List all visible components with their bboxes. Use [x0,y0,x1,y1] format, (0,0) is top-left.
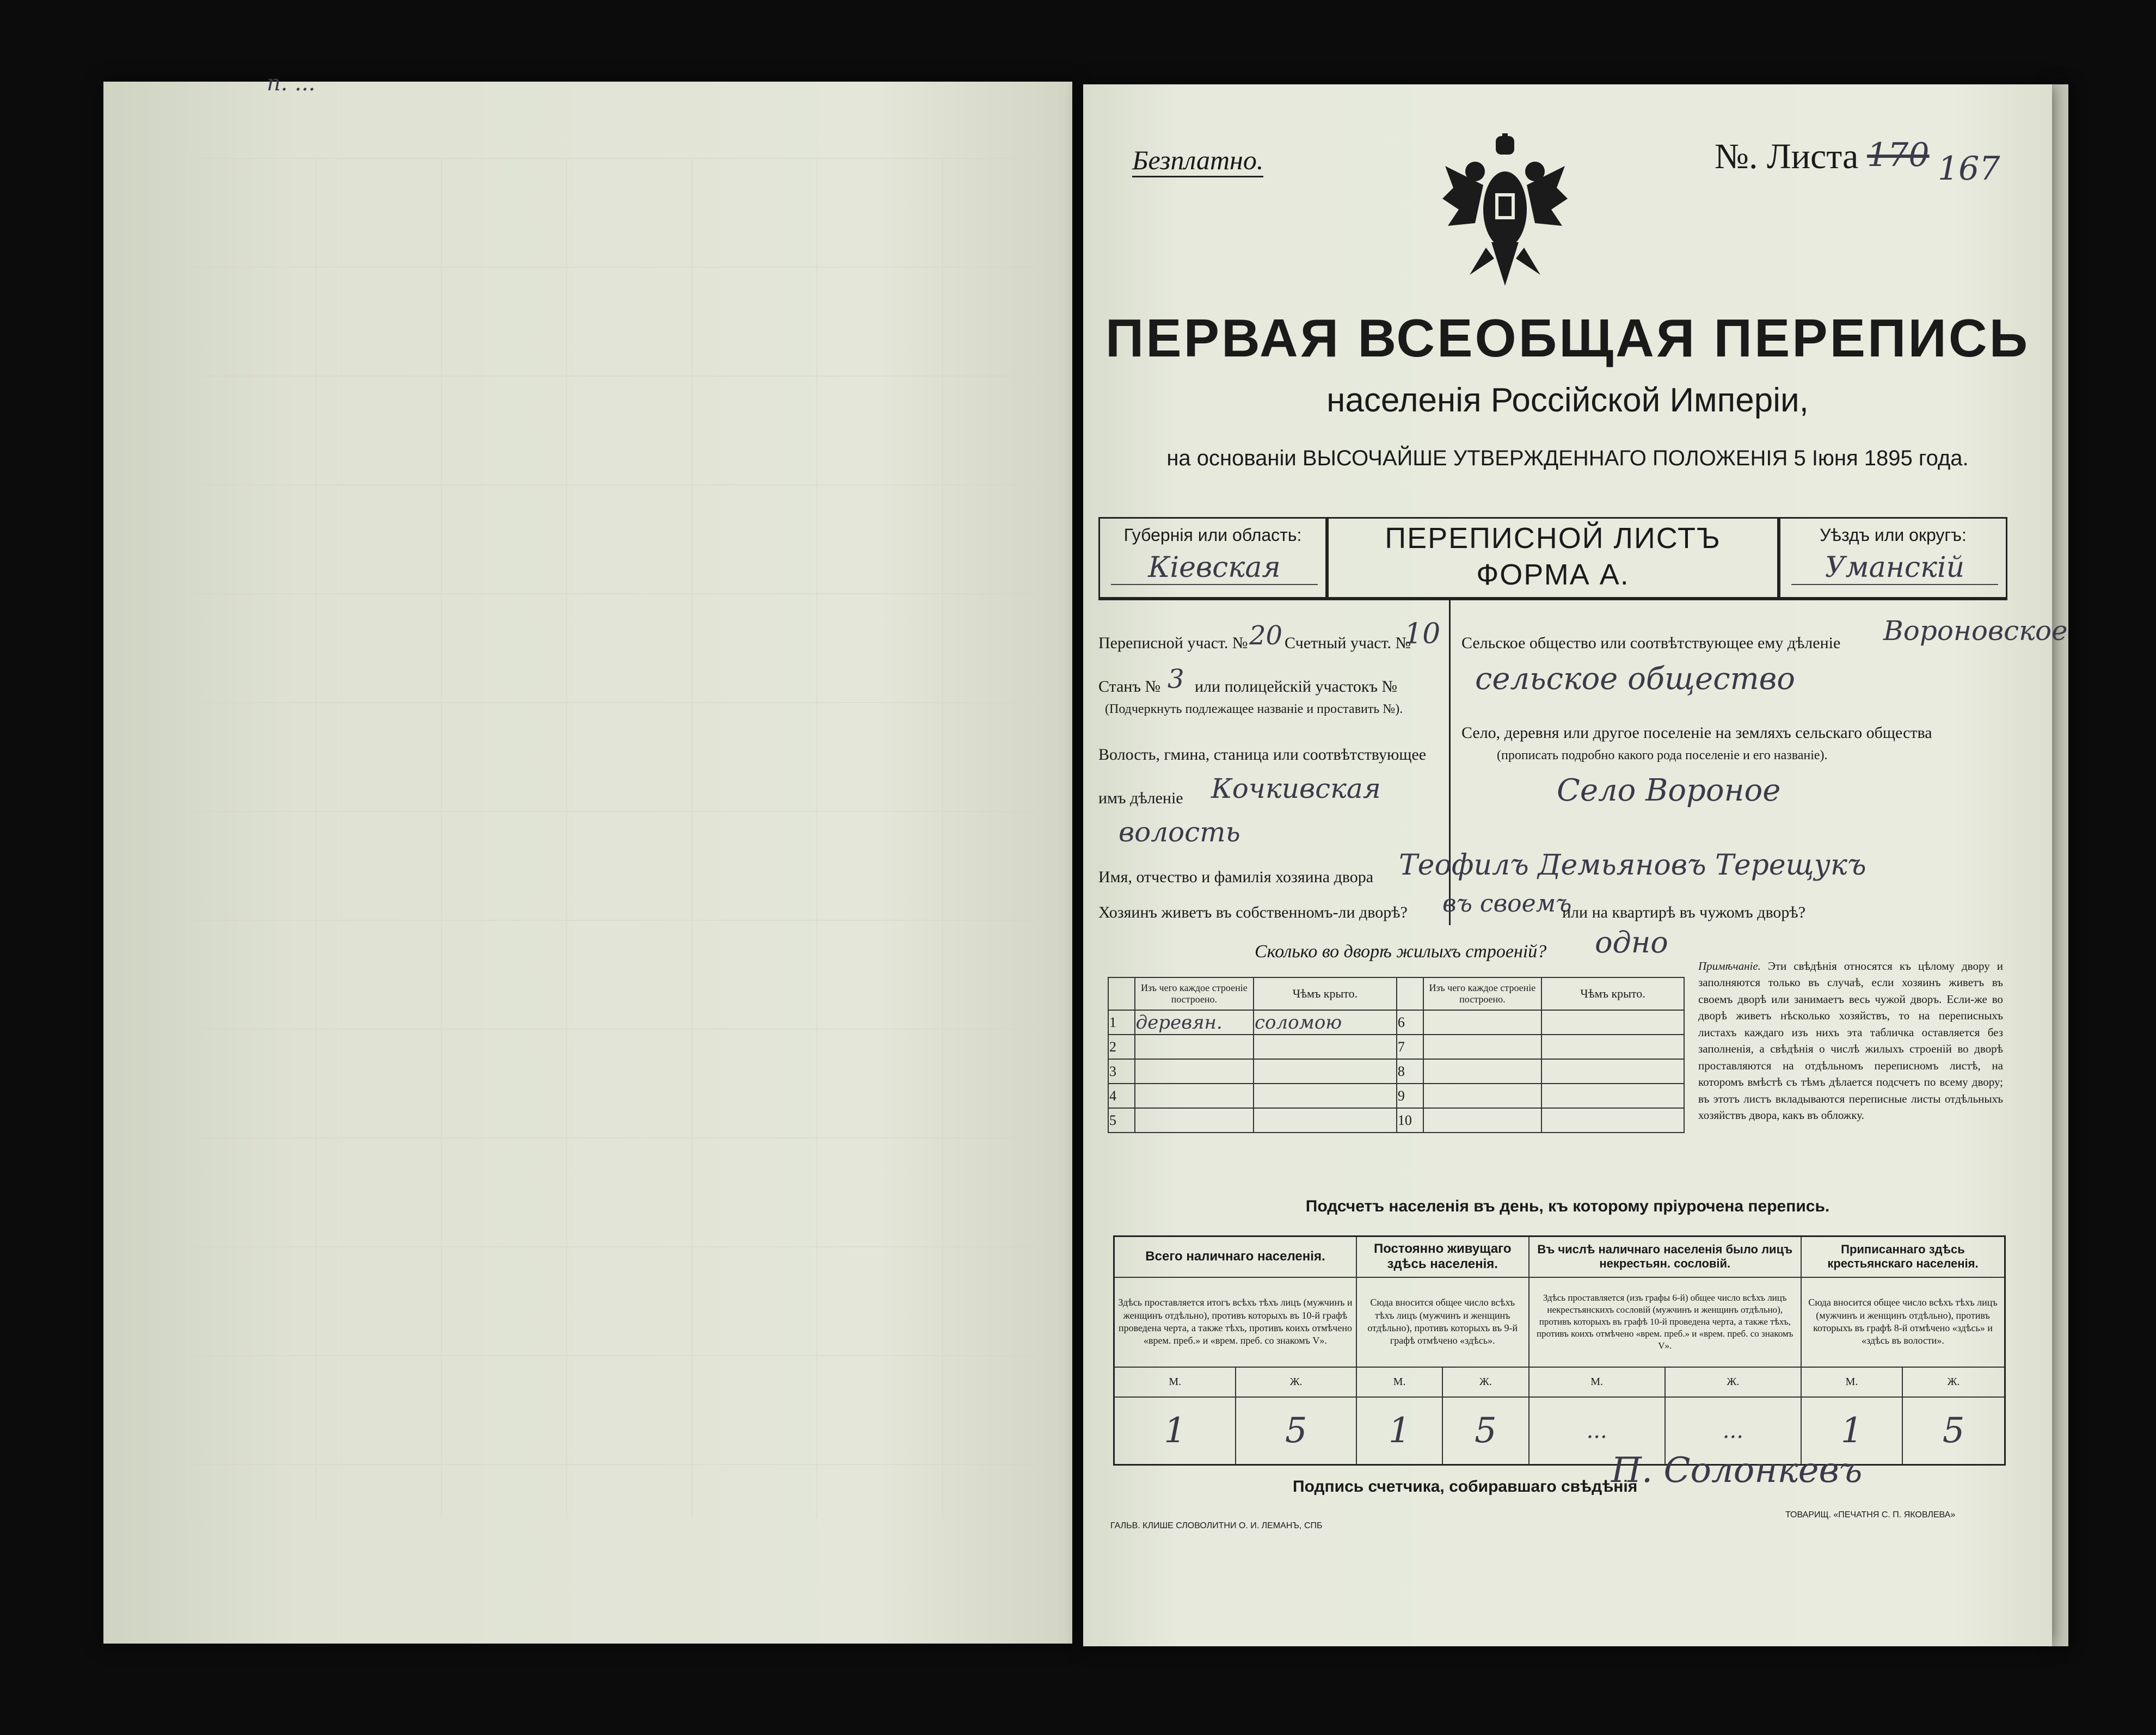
settlement-note: (прописать подробно какого рода поселеніе и его названіе). [1497,748,1828,762]
footer-left: ГАЛЬВ. КЛИШЕ СЛОВОЛИТНИ О. И. ЛЕМАНЪ, СПБ [1110,1521,1323,1530]
row-number: 1 [1108,1010,1135,1035]
material-cell [1135,1035,1254,1059]
roof-cell [1541,1035,1684,1059]
village-society-label: Сельское общество или соотвѣтствующее ему дѣленіе [1461,634,1841,652]
male-label: М. [1356,1367,1442,1397]
table-row [1108,1010,1684,1035]
roof-cell: соломою [1254,1010,1397,1035]
female-label: Ж. [1902,1367,2005,1397]
table-row [1108,1059,1684,1084]
roof-cell [1254,1084,1397,1108]
registered-female-count: 5 [1902,1397,2005,1465]
table-row [1108,1084,1684,1108]
roof-cell [1541,1108,1684,1133]
buildings-table [1108,977,1685,1133]
uezd-box [1779,517,2007,599]
male-label: М. [1114,1367,1236,1397]
free-label: Безплатно. [1132,144,1263,177]
form-type-title: ПЕРЕПИСНОЙ ЛИСТЪ [1385,522,1721,555]
roof-column-header: Чѣмъ крыто. [1254,977,1397,1010]
uezd-label: Уѣздъ или округъ: [1820,525,1967,545]
row-number: 9 [1397,1084,1423,1108]
total-population-desc: Здѣсь проставляется итогъ всѣхъ тѣхъ лицъ (мужчинъ и женщинъ отдѣльно), противъ которыхъ въ 10-й графѣ проведена черта, а также тѣхъ, противъ коихъ отмѣчено «врем. преб.» и «врем. преб. со знакомъ V». [1114,1277,1356,1367]
material-cell [1423,1108,1542,1133]
enumerator-signature: П. Солонкевъ [1611,1450,1863,1491]
residence-value: въ своемъ [1442,890,1572,918]
note-text: Эти свѣдѣнія относятся къ цѣлому двору и заполняются только въ случаѣ, если хозяинъ живетъ въ своемъ дворѣ или занимаетъ весь чужой дворъ. Если-же во дворѣ живетъ нѣсколько хозяйствъ, то на переписныхъ листахъ каждаго изъ нихъ эта табличка оставляется без заполненія, а свѣдѣнія о числѣ жилыхъ строеній во дворѣ проставляются на отдѣльномъ переписномъ листѣ, на которомъ вмѣстѣ съ тѣмъ дѣлается подсчетъ по всему двору; въ этотъ листъ вкладываются переписные листы отдѣльныхъ хозяйствъ двора, какъ въ обложку. [1698,959,2004,1122]
form-title: ПЕРВАЯ ВСЕОБЩАЯ ПЕРЕПИСЬ [1105,308,2030,368]
non-peasant-desc: Здѣсь проставляется (изъ графы 6-й) общее число всѣхъ лицъ некрестьянскихъ сословій (мужчинъ и женщинъ отдѣльно), противъ которыхъ въ графѣ 10-й проведена черта, а также тѣхъ, противъ коихъ отмѣчено «врем. преб.» и «врем. преб. со знакомъ V». [1529,1277,1801,1367]
roof-cell [1541,1059,1684,1084]
double-headed-eagle-emblem [1442,133,1568,291]
material-cell [1135,1108,1254,1133]
roof-cell [1254,1059,1397,1084]
population-table [1113,1235,2006,1466]
roof-cell [1254,1108,1397,1133]
note-label: Примѣчаніе. [1698,959,1761,973]
stan-value: 3 [1168,664,1184,694]
material-cell [1135,1059,1254,1084]
registered-peasant-header: Приписаннаго здѣсь крестьянскаго населенія. [1801,1236,2005,1277]
corner-mark: п. ... [267,71,316,96]
male-label: М. [1529,1367,1665,1397]
row-number: 2 [1108,1035,1135,1059]
material-column-header: Изъ чего каждое строеніе построено. [1423,977,1542,1010]
roof-column-header: Чѣмъ крыто. [1541,977,1684,1010]
footer-right: ТОВАРИЩ. «ПЕЧАТНЯ С. П. ЯКОВЛЕВА» [1785,1510,1956,1519]
roof-cell [1541,1010,1684,1035]
material-column-header: Изъ чего каждое строеніе построено. [1135,977,1254,1010]
owner-label: Имя, отчество и фамилія хозяина двора [1098,868,1374,886]
uezd-value: Уманскій [1791,551,1998,585]
permanent-population-desc: Сюда вносится общее число всѣхъ тѣхъ лицъ (мужчинъ и женщинъ отдѣльно), противъ которыхъ въ 9-й графѣ отмѣчено «здѣсь». [1356,1277,1529,1367]
census-plot-value: 20 [1249,620,1283,651]
form-name-box [1327,517,1779,599]
total-population-header: Всего наличнаго населенія. [1114,1236,1356,1277]
material-cell [1423,1035,1542,1059]
stan-label: Станъ № [1098,678,1161,696]
row-number: 7 [1397,1035,1423,1059]
non-peasant-male-count: ... [1529,1397,1665,1465]
female-label: Ж. [1236,1367,1356,1397]
settlement-label: Село, деревня или другое поселеніе на земляхъ сельскаго общества [1461,724,1932,742]
row-number: 3 [1108,1059,1135,1084]
volost-value: Кочкивская [1211,773,1381,804]
material-cell [1135,1084,1254,1108]
volost-label: Волость, гмина, станица или соотвѣтствующее [1098,746,1427,764]
material-cell [1423,1084,1542,1108]
sheet-number-crossed: 170 [1867,136,1930,174]
material-cell: деревян. [1135,1010,1254,1035]
village-society-value: Вороновское [1883,615,2068,647]
total-male-count: 1 [1114,1397,1236,1465]
non-peasant-header: Въ числѣ наличнаго населенія было лицъ некрестьян. сословій. [1529,1236,1801,1277]
row-number: 6 [1397,1010,1423,1035]
male-label: М. [1801,1367,1902,1397]
non-peasant-female-count: ... [1665,1397,1801,1465]
volost-label-2: имъ дѣленіе [1098,789,1183,807]
material-cell [1423,1059,1542,1084]
roof-cell [1541,1084,1684,1108]
form-type-name: ФОРМА А. [1476,558,1630,591]
bleed-through-grid [191,158,1034,1518]
counting-plot-label: Счетный участ. № [1285,634,1411,652]
village-society-value-2: сельское общество [1475,661,1795,697]
residence-label: Хозяинъ живетъ въ собственномъ-ли дворѣ? [1098,903,1408,921]
female-label: Ж. [1442,1367,1528,1397]
permanent-female-count: 5 [1442,1397,1528,1465]
gubernia-box [1098,517,1327,599]
left-page [103,71,1072,1644]
registered-peasant-desc: Сюда вносится общее число всѣхъ тѣхъ лицъ (мужчинъ и женщинъ отдѣльно), противъ которыхъ въ графѣ 8-й отмѣчено «здѣсь» и «здѣсь въ волости». [1801,1277,2005,1367]
settlement-value: Село Вороное [1557,773,1781,808]
legal-basis: на основаніи ВЫСОЧАЙШЕ УТВЕРЖДЕННАГО ПОЛОЖЕНІЯ 5 Іюня 1895 года. [1166,446,1969,470]
page-edge [2052,84,2068,1646]
permanent-male-count: 1 [1356,1397,1442,1465]
buildings-value: одно [1595,925,1668,959]
stan-note: (Подчеркнуть подлежащее названіе и проставить №). [1105,702,1403,716]
material-cell [1423,1010,1542,1035]
gubernia-label: Губернія или область: [1123,525,1302,545]
note-block [1698,958,2003,1123]
roof-cell [1254,1035,1397,1059]
registered-male-count: 1 [1801,1397,1902,1465]
row-number: 8 [1397,1059,1423,1084]
row-number: 4 [1108,1084,1135,1108]
form-subtitle: населенія Россійской Имперіи, [1326,382,1809,419]
signature-label: Подпись счетчика, собиравшаго свѣдѣнія [1293,1478,1638,1496]
table-row [1108,1108,1684,1133]
permanent-population-header: Постоянно живущаго здѣсь населенія. [1356,1236,1529,1277]
police-plot-label: или полицейскій участокъ № [1195,678,1398,696]
row-number: 5 [1108,1108,1135,1133]
census-plot-label: Переписной участ. № [1098,634,1248,652]
row-number: 10 [1397,1108,1423,1133]
sheet-number-value: 167 [1938,150,2000,188]
population-title: Подсчетъ населенія въ день, къ которому пріурочена перепись. [1305,1197,1830,1215]
sheet-number-label: №. Листа [1715,137,1859,176]
gubernia-value: Кіевская [1111,551,1318,585]
table-row [1108,1035,1684,1059]
volost-value-2: волость [1119,816,1240,848]
female-label: Ж. [1665,1367,1801,1397]
counting-plot-value: 10 [1404,618,1441,650]
total-female-count: 5 [1236,1397,1356,1465]
residence-label-2: или на квартирѣ въ чужомъ дворѣ? [1562,903,1806,921]
buildings-label: Сколько во дворѣ жилыхъ строеній? [1255,942,1547,962]
owner-value: Теофилъ Демьяновъ Терещукъ [1399,849,1866,882]
census-form-page [1083,84,2068,1646]
